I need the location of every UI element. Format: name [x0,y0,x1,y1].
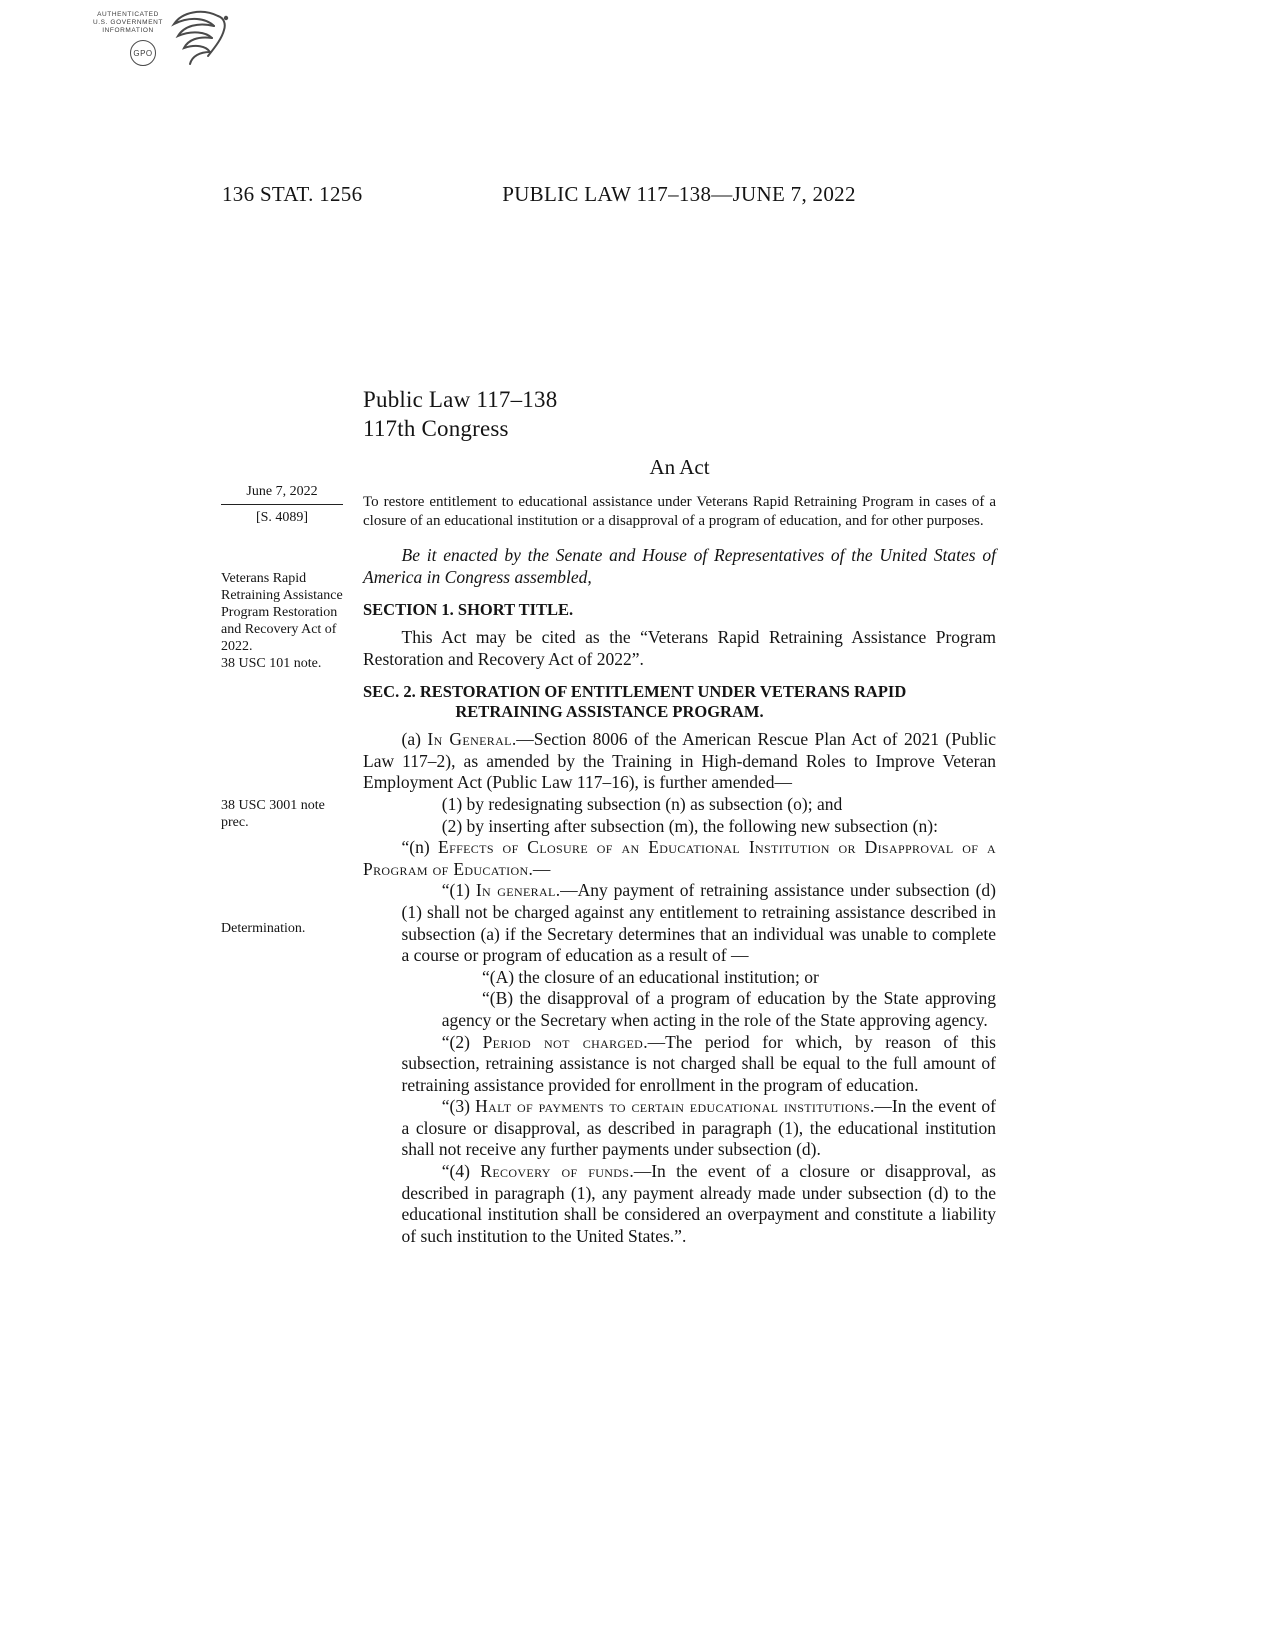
usc-citation-note-2: 38 USC 3001 note prec. [221,798,325,830]
enacting-clause: Be it enacted by the Senate and House of Representatives of the United States of America in Congress assembled, [363,545,996,587]
quoted-subsection-n [363,837,996,880]
quoted-subparagraph-a [442,967,996,989]
usc-citation-note: 38 USC 101 note. [221,656,322,671]
body-column [363,385,996,1247]
section-1-heading [363,600,996,620]
quoted-subparagraph-b [442,988,996,1031]
determination-note: Determination. [221,921,306,936]
text-segment: “(1) [441,880,476,901]
seal-line-information: INFORMATION [102,27,154,34]
text-segment: .—In the event of a closure or disapproval, as described in paragraph (1), the educational institution shall not receive any further payments under subsection (d). [401,1096,996,1160]
margin-note-date-block [221,483,343,526]
seal-line-authenticated: AUTHENTICATED [97,11,159,18]
text-segment: .— [528,858,551,879]
text-segment: “(3) [441,1096,476,1117]
text-segment: (a) [401,729,428,750]
text-segment: Recovery of funds [480,1161,630,1182]
text-segment: Halt of payments to certain educational institutions [475,1096,871,1117]
text-segment: (1) by redesignating subsection (n) as subsection (o); and [441,793,843,814]
section-1-text [363,627,996,670]
amendment-1 [402,794,997,816]
text-segment: “(n) [401,837,439,858]
seal-line-us-government: U.S. GOVERNMENT [92,19,164,26]
section-2-heading [363,682,996,722]
body-blocks [363,600,996,1247]
congress-number: 117th Congress [363,416,509,441]
text-segment: In general [475,880,556,901]
text-segment: “(A) the closure of an educational institution; or [482,966,819,987]
eagle-icon [148,6,243,74]
margin-note-determination [221,920,343,937]
text-segment: This Act may be cited as the “Veterans Rapid Retraining Assistance Program Restoration and Recovery Act of 2022”. [363,627,996,669]
enactment-date: June 7, 2022 [221,483,343,505]
an-act-heading: An Act [649,455,710,479]
margin-note-short-title [221,570,343,672]
gpo-label: GPO [133,48,153,58]
bill-number: [S. 4089] [255,510,309,525]
statutes-page-number: 136 STAT. 1256 [222,182,363,206]
quoted-paragraph-2 [402,1032,997,1097]
text-segment: In General [427,729,512,750]
text-segment: .—Any payment of retraining assistance under subsection (d)(1) shall not be charged against any entitlement to retraining assistance described in subsection (a) if the Secretary determines that an individual was unable to complete a course or program of education as a result of — [401,880,996,966]
text-segment: .—In the event of a closure or disapproval, as described in paragraph (1), any payment already made under subsection (d) to the educational institution shall be considered an overpayment and constitute a liability of such institution to the United States.”. [401,1161,996,1246]
running-header-title: PUBLIC LAW 117–138—JUNE 7, 2022 [502,182,856,206]
text-segment: (2) by inserting after subsection (m), the following new subsection (n): [441,815,938,836]
gpo-logo [130,40,156,66]
subsection-a [363,729,996,794]
quoted-paragraph-1 [402,880,997,966]
text-segment: Period not charged [482,1031,644,1052]
text-segment: “(4) [441,1161,481,1182]
text-segment: .—The period for which, by reason of this subsection, retraining assistance is not charged shall be equal to the full amount of retraining assistance provided for enrollment in the program of education. [401,1031,996,1095]
quoted-paragraph-4 [402,1161,997,1247]
text-segment: .—Section 8006 of the American Rescue Plan Act of 2021 (Public Law 117–2), as amended by the Training in High-demand Roles to Improve Veteran Employment Act (Public Law 117–16), is further amended— [363,729,996,793]
margin-note-usc-3001 [221,797,343,831]
preamble: To restore entitlement to educational assistance under Veterans Rapid Retraining Program in cases of a closure of an educational institution or a disapproval of a program of education, and for other purposes. [363,494,996,529]
quoted-paragraph-3 [402,1096,997,1161]
text-segment: “(2) [441,1031,483,1052]
text-segment: “(B) the disapproval of a program of education by the State approving agency or the Secretary when acting in the role of the State approving agency. [441,988,996,1030]
public-law-number: Public Law 117–138 [363,387,558,412]
text-segment: Effects of Closure of an Educational Institution or Disapproval of a Program of Education [363,837,996,879]
amendment-2 [402,816,997,838]
short-title-note: Veterans Rapid Retraining Assistance Program Restoration and Recovery Act of 2022. [221,571,343,654]
text-segment: SEC. 2. RESTORATION OF ENTITLEMENT UNDER VETERANS RAPID RETRAINING ASSISTANCE PROGRAM. [363,682,907,722]
gpo-authentication-seal [30,6,230,76]
text-segment: SECTION 1. SHORT TITLE. [363,600,574,619]
